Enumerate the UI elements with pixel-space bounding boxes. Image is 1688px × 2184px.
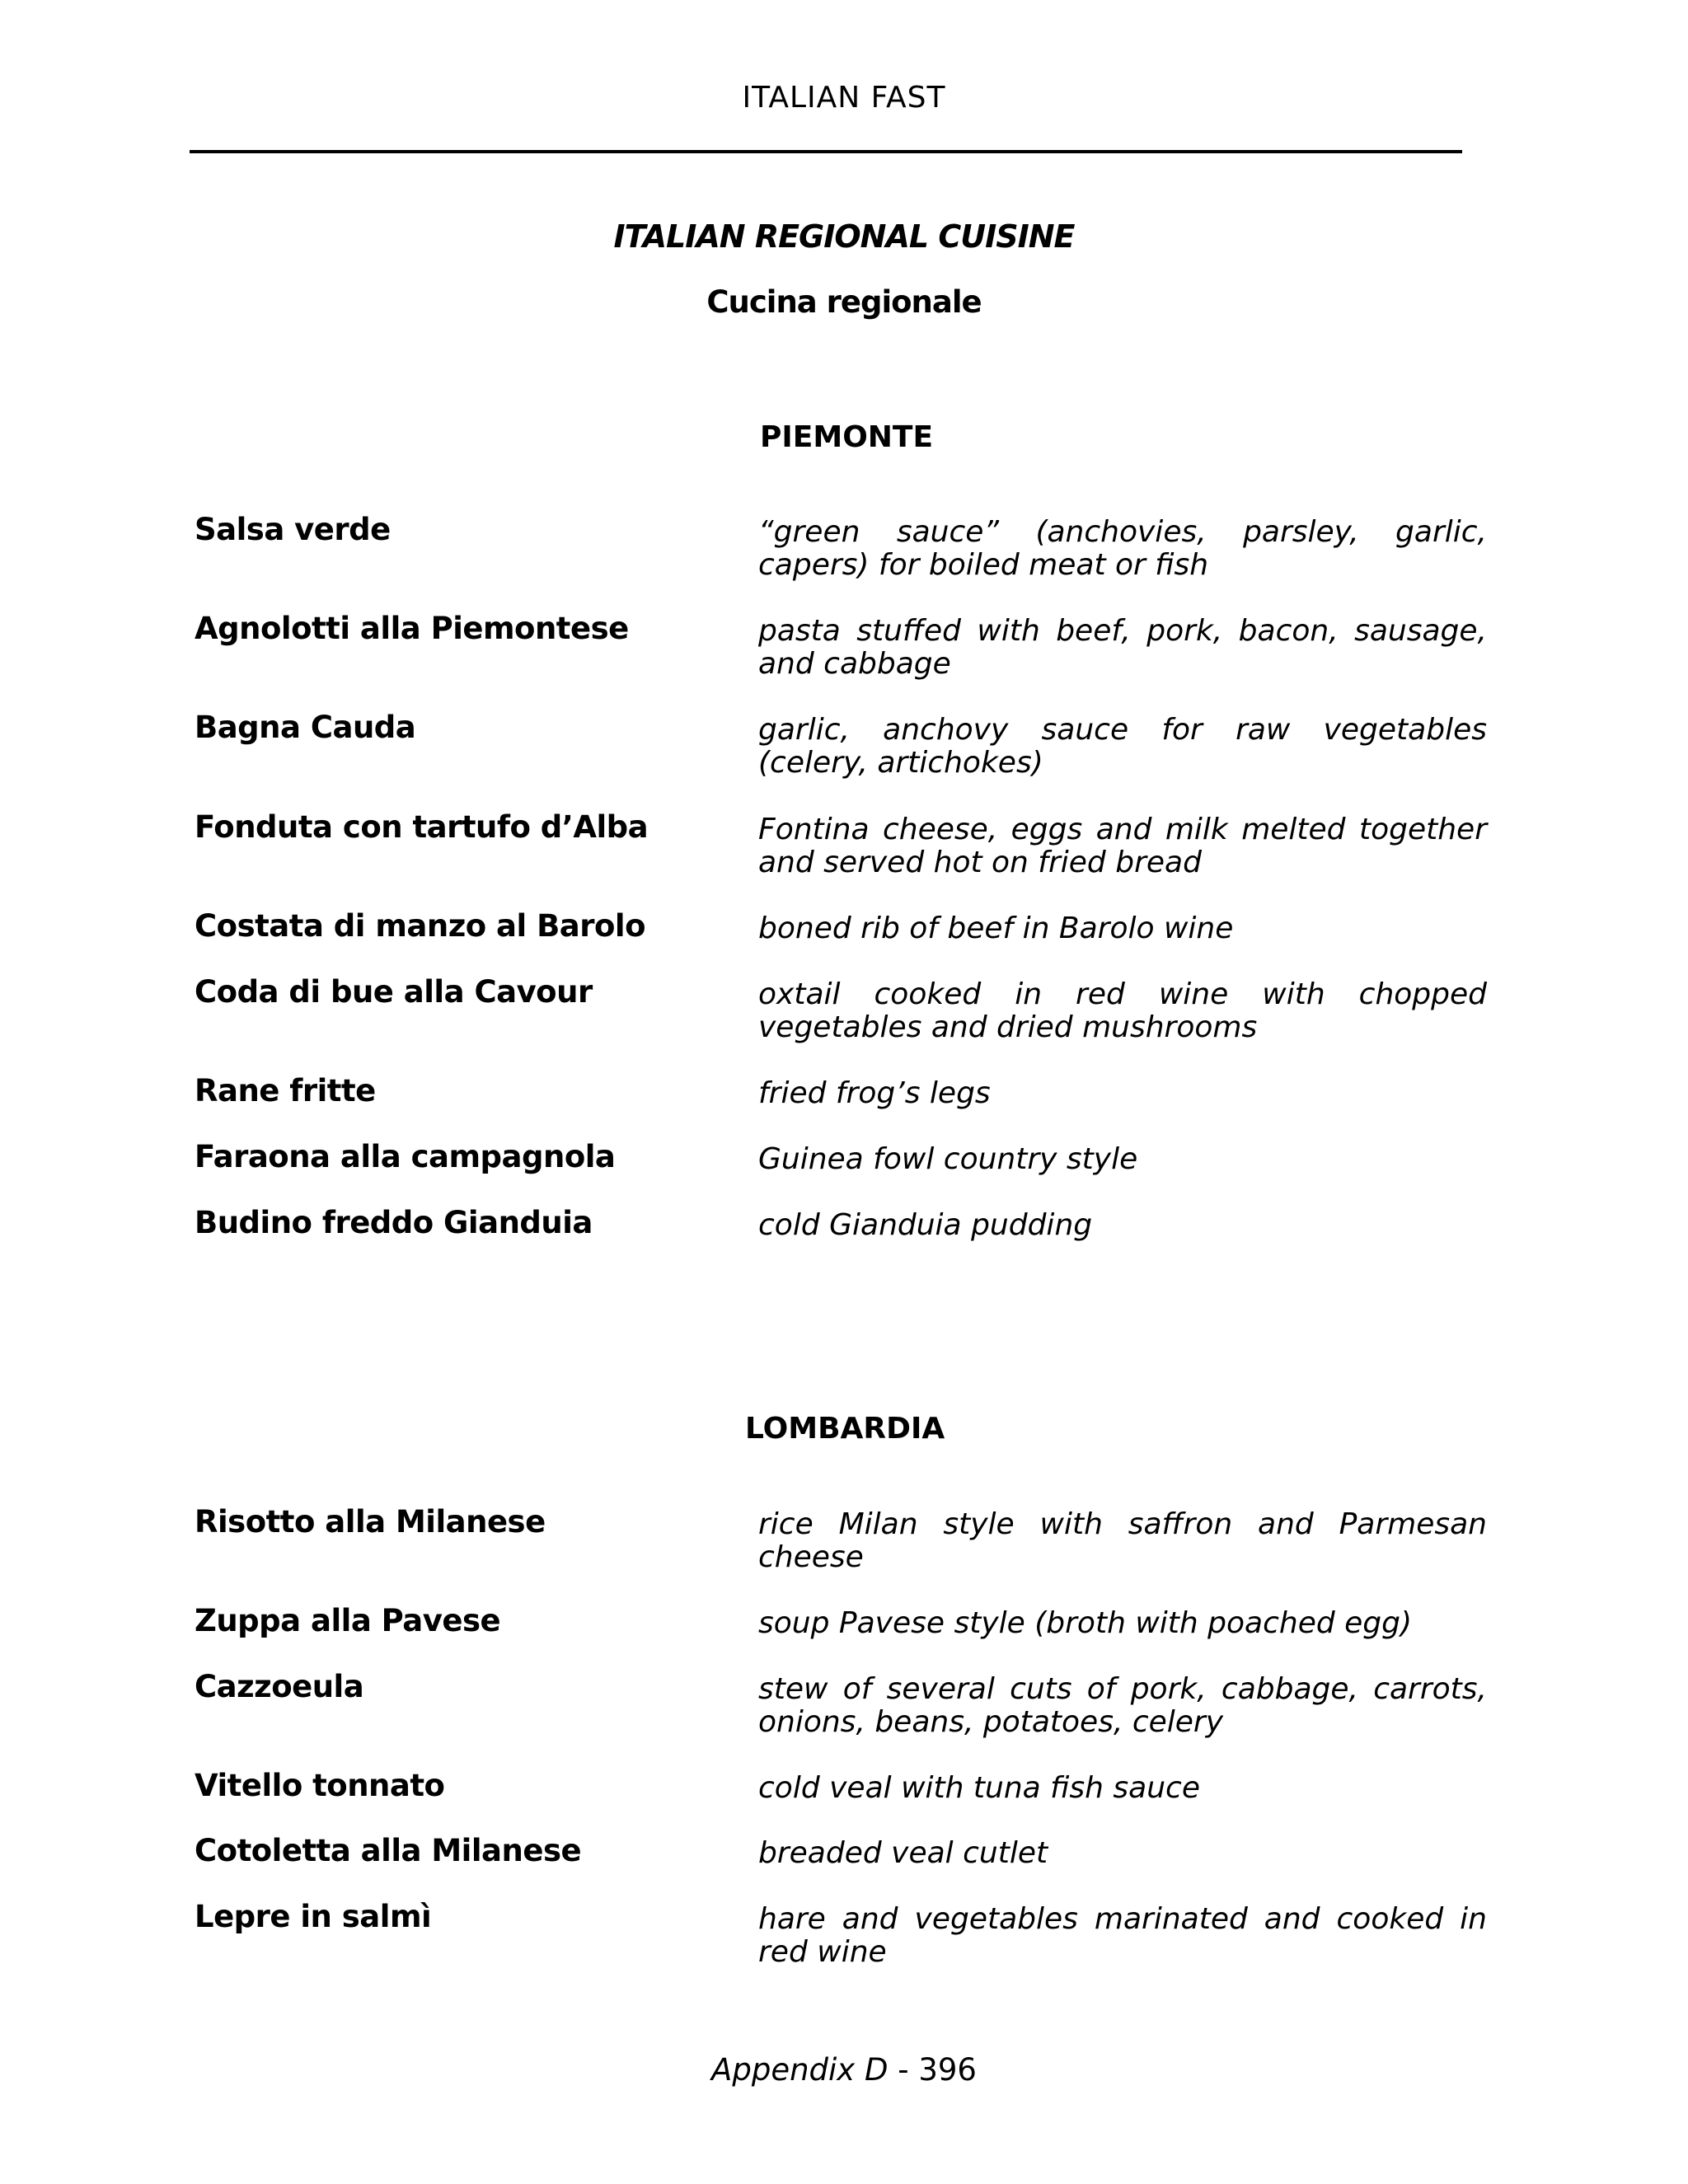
dish-description: Fontina cheese, eggs and milk melted together and served hot on fried bread (758, 813, 1487, 879)
dish-description: Guinea fowl country style (758, 1142, 1138, 1176)
dish-description: stew of several cuts of pork, cabbage, carrots, onions, beans, potatoes, celery (758, 1672, 1487, 1739)
running-header: ITALIAN FAST (742, 81, 946, 115)
dish-entry (0, 909, 1688, 983)
dish-entry (0, 1670, 1688, 1744)
region-heading-lombardia: LOMBARDIA (745, 1412, 945, 1446)
dish-description: pasta stuffed with beef, pork, bacon, sausage, and cabbage (758, 614, 1487, 681)
dish-description: boned rib of beef in Barolo wine (758, 912, 1234, 945)
dish-entry (0, 975, 1688, 1049)
dish-name: Risotto alla Milanese (195, 1504, 546, 1540)
dish-name: Faraona alla campagnola (195, 1139, 616, 1174)
dish-entry (0, 513, 1688, 587)
dish-entry (0, 1769, 1688, 1843)
page-title: ITALIAN REGIONAL CUISINE (613, 218, 1075, 255)
dish-name: Zuppa alla Pavese (195, 1603, 501, 1638)
dish-description: rice Milan style with saffron and Parmesan cheese (758, 1507, 1487, 1574)
dish-description: hare and vegetables marinated and cooked in red wine (758, 1902, 1487, 1969)
appendix-label: Appendix D (711, 2052, 889, 2088)
dish-entry (0, 1206, 1688, 1280)
dish-description: soup Pavese style (broth with poached egg) (758, 1606, 1413, 1640)
dish-name: Lepre in salmì (195, 1899, 432, 1934)
dish-description: cold Gianduia pudding (758, 1208, 1093, 1242)
page-footer (0, 2052, 1688, 2088)
dish-name: Agnolotti alla Piemontese (195, 611, 629, 646)
dish-description: “green sauce” (anchovies, parsley, garlic, capers) for boiled meat or fish (758, 515, 1487, 582)
header-rule (190, 150, 1462, 153)
dish-name: Rane fritte (195, 1073, 376, 1108)
dish-description: breaded veal cutlet (758, 1836, 1048, 1870)
dish-name: Bagna Cauda (195, 710, 416, 745)
dish-name: Fonduta con tartufo d’Alba (195, 809, 649, 845)
dish-name: Salsa verde (195, 512, 391, 547)
dish-entry (0, 1140, 1688, 1214)
region-heading-piemonte: PIEMONTE (760, 420, 934, 454)
dish-description: garlic, anchovy sauce for raw vegetables (celery, artichokes) (758, 713, 1487, 780)
dish-name: Budino freddo Gianduia (195, 1205, 593, 1240)
dish-entry (0, 1900, 1688, 1974)
dish-entry (0, 1505, 1688, 1579)
dish-name: Vitello tonnato (195, 1768, 445, 1803)
dish-entry (0, 612, 1688, 686)
dish-entry (0, 710, 1688, 785)
dish-description: oxtail cooked in red wine with chopped vegetables and dried mushrooms (758, 977, 1487, 1044)
dish-name: Coda di bue alla Cavour (195, 974, 593, 1010)
dish-entry (0, 1834, 1688, 1908)
dish-entry (0, 1074, 1688, 1148)
dish-entry (0, 810, 1688, 884)
dish-entry (0, 1604, 1688, 1678)
page-number: 396 (918, 2052, 977, 2088)
page-subtitle: Cucina regionale (706, 284, 982, 320)
dish-name: Cazzoeula (195, 1669, 364, 1704)
footer-separator: - (898, 2052, 909, 2088)
dish-description: cold veal with tuna fish sauce (758, 1771, 1200, 1805)
dish-name: Costata di manzo al Barolo (195, 908, 646, 944)
dish-name: Cotoletta alla Milanese (195, 1833, 582, 1868)
dish-description: fried frog’s legs (758, 1076, 991, 1110)
